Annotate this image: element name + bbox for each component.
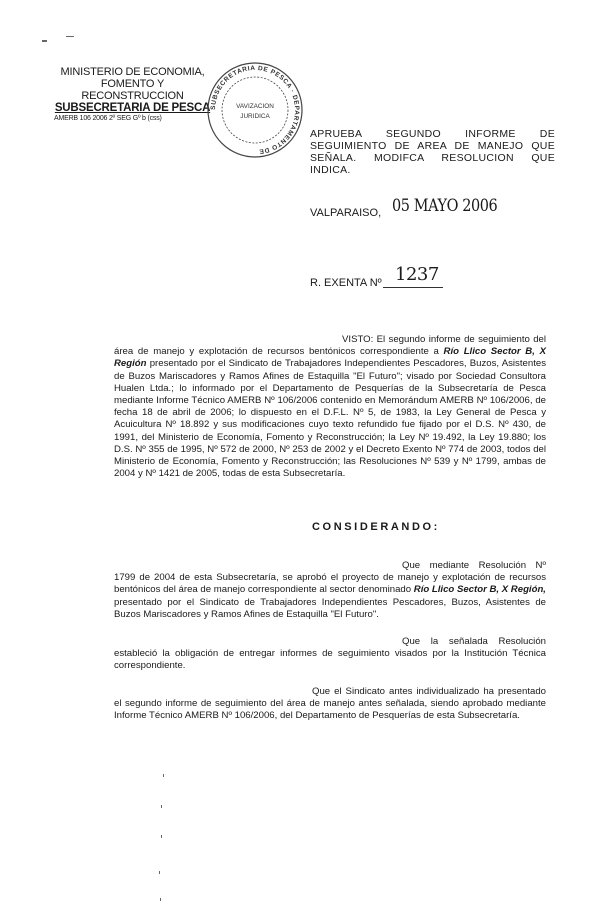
ministry-line-1: MINISTERIO DE ECONOMIA, bbox=[60, 66, 205, 78]
resolution-underline bbox=[383, 287, 443, 288]
legal-stamp bbox=[205, 60, 305, 160]
c3-text: Que el Sindicato antes individualizado ha presentado el segundo informe de seguimiento del área de manejo antes señalada, siendo aprobado mediante Informe Técnico AMERB Nº 106/2006, del Departamento de Pesquerías de esta Subsecretaría. bbox=[114, 686, 546, 722]
resolution-number: 1237 bbox=[395, 264, 439, 285]
visto-sector: Río Llico Sector B, X Región bbox=[114, 346, 546, 370]
date-stamp: 05 MAYO 2006 bbox=[392, 196, 498, 216]
ministry-line-3: SUBSECRETARIA DE PESCA bbox=[54, 102, 211, 114]
c1-rest: presentado por el Sindicato de Trabajadores Independientes Pescadores, Buzos, Asistentes de Buzos Mariscadores y Ramos Afines de Estaquilla "El Futuro". bbox=[114, 596, 546, 620]
ministry-reference-code: AMERB 106 2006 2º SEG Gº b (css) bbox=[54, 115, 162, 122]
c1-sector: Río Llico Sector B, X Región, bbox=[413, 584, 546, 596]
ministry-line-2: FOMENTO Y RECONSTRUCCION bbox=[81, 78, 184, 102]
stamp-ring-text: SUBSECRETARIA DE PESCA · DEPARTAMENTO DE bbox=[209, 64, 301, 155]
c2-text: Que la señalada Resolución estableció la obligación de entregar informes de seguimiento visados por la Institución Técnica correspondiente. bbox=[114, 636, 546, 672]
considerando-paragraph-2 bbox=[114, 636, 546, 673]
resolution-title: APRUEBA SEGUNDO INFORME DE SEGUIMIENTO DE AREA DE MANEJO QUE SEÑALA. MODIFCA RESOLUCION QUE INDICA. bbox=[310, 128, 555, 176]
c1-lead: Que mediante Resolución Nº 1799 de 2004 de esta Subsecretaría, se aprobó el proyecto de manejo y explotación de recursos bentónicos del área de manejo correspondiente al sector denominado bbox=[114, 560, 546, 596]
place-label: VALPARAISO, bbox=[310, 207, 382, 219]
stamp-center-text-2: JURIDICA bbox=[240, 113, 270, 120]
considerando-paragraph-1 bbox=[114, 560, 546, 621]
visto-lead: VISTO: bbox=[342, 334, 374, 345]
visto-paragraph bbox=[114, 334, 546, 480]
resolution-label: R. EXENTA Nº bbox=[310, 277, 382, 289]
ministry-header bbox=[50, 66, 215, 123]
considerando-paragraph-3 bbox=[114, 686, 546, 723]
visto-body-2: presentado por el Sindicato de Trabajadores Independientes Pescadores, Buzos, Asistentes de Buzos Mariscadores y Ramos Afines de Estaquilla "El Futuro"; visado por Sociedad Consultora Hualen Ltda.; lo informado por el Departamento de Pesquerías de la Subsecretaría de Pesca mediante Informe Técnico AMERB Nº 106/2006 contenido en Memorándum AMERB Nº 106/2006, de fecha 18 de abril de 2006; lo dispuesto en el D.F.L. Nº 5, de 1983, la Ley General de Pesca y Acuicultura Nº 18.892 y sus modificaciones cuyo texto refundido fue fijado por el D.S. Nº 430, de 1991, del Ministerio de Economía, Fomento y Reconstrucción; la Ley Nº 19.492, la Ley 19.880; los D.S. Nº 355 de 1995, Nº 572 de 2000, Nº 253 de 2002 y el Decreto Exento Nº 774 de 2003, todos del Ministerio de Economía, Fomento y Reconstrucción; las Resoluciones Nº 539 y Nº 1799, ambas de 2004 y Nº 1421 de 2005, todas de esta Subsecretaría. bbox=[114, 358, 546, 480]
stamp-center-text-1: VAVIZACION bbox=[236, 103, 274, 110]
visto-body: El segundo informe de seguimiento del área de manejo y explotación de recursos bentónicos correspondiente a bbox=[114, 334, 546, 358]
considerando-heading: CONSIDERANDO: bbox=[312, 521, 440, 533]
